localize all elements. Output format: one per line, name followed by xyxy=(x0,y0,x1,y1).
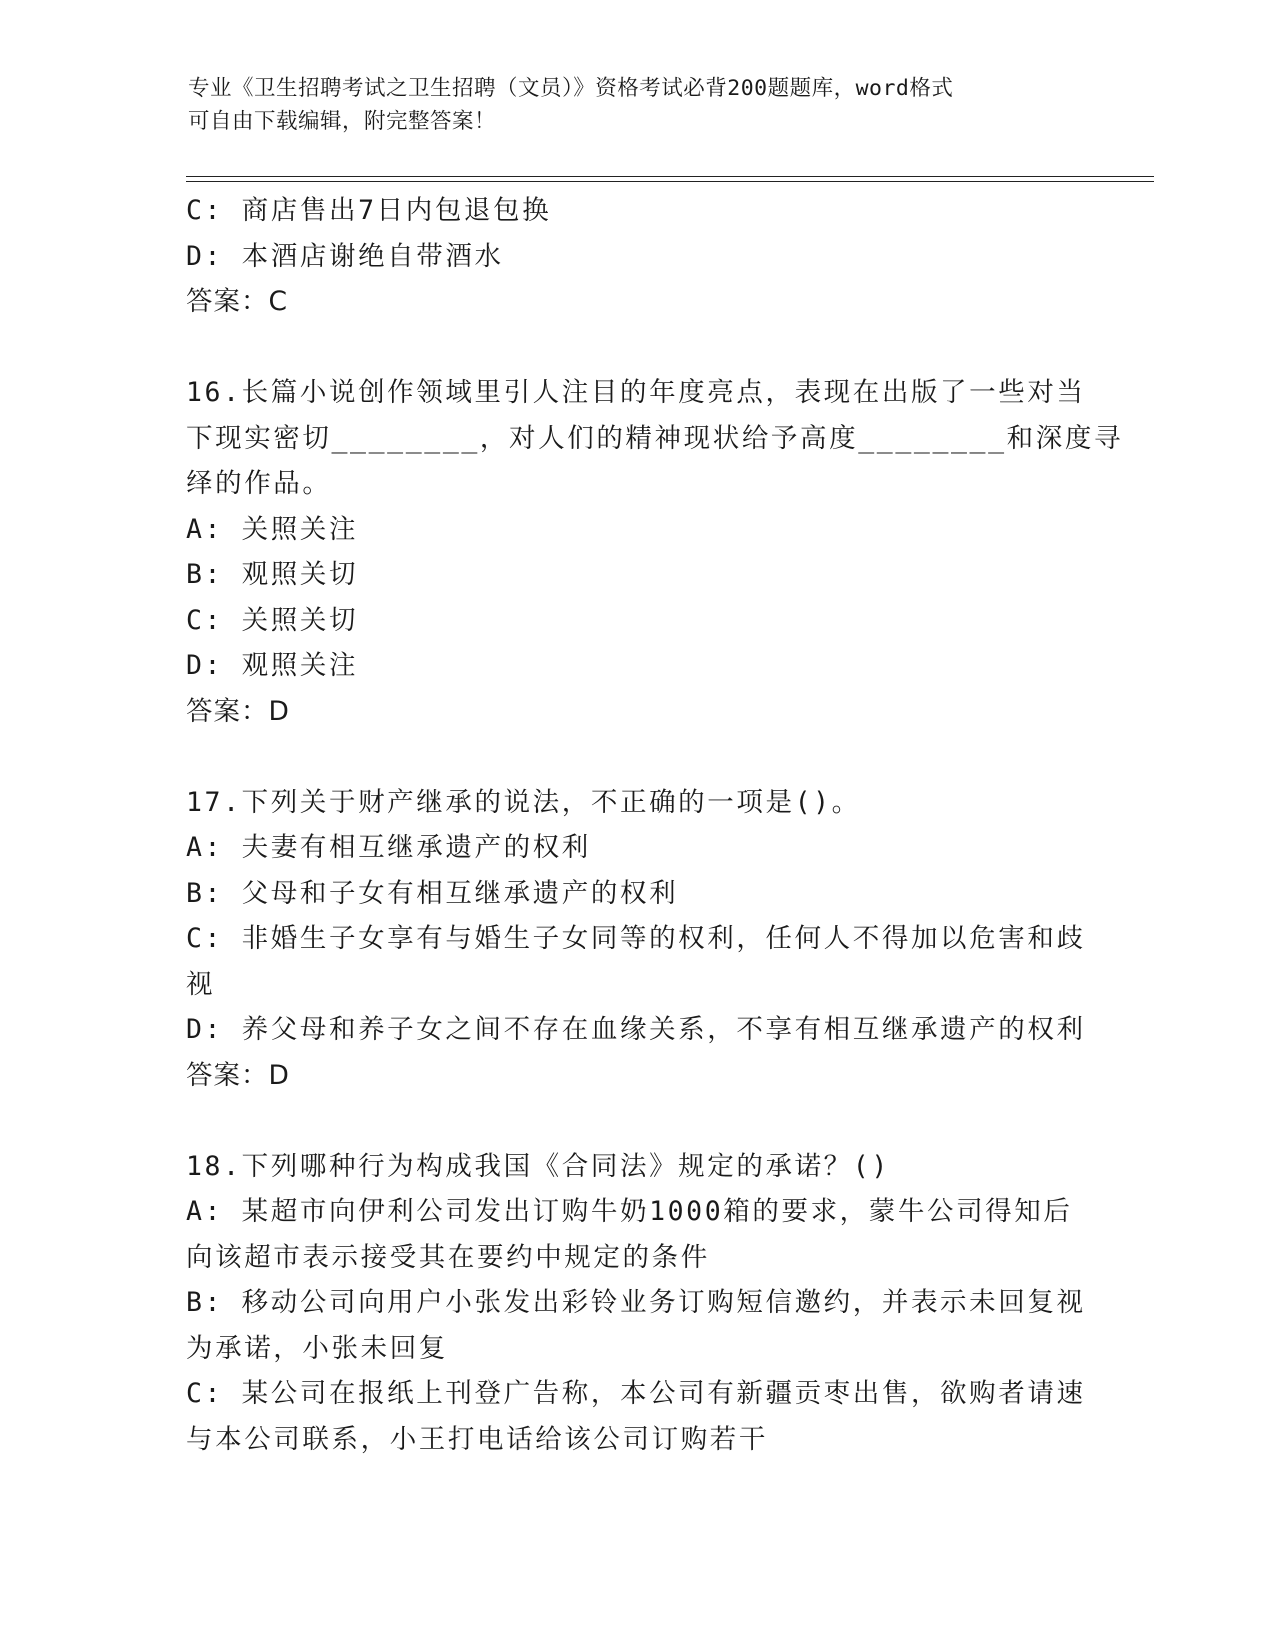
option-a-continuation: 向该超市表示接受其在要约中规定的条件 xyxy=(186,1241,710,1273)
option-b: B: 父母和子女有相互继承遗产的权利 xyxy=(186,877,679,909)
option-d: D: 养父母和养子女之间不存在血缘关系，不享有相互继承遗产的权利 xyxy=(186,1014,1086,1045)
header-title-line-2: 可自由下载编辑，附完整答案！ xyxy=(188,109,497,134)
option-b: B: 观照关切 xyxy=(186,559,359,590)
question-spacer xyxy=(186,1098,1086,1144)
document-header xyxy=(188,72,1068,138)
answer-line: 答案：D xyxy=(186,1059,290,1091)
question-18 xyxy=(186,1144,1086,1463)
question-spacer xyxy=(186,734,1086,780)
option-c: C: 关照关切 xyxy=(186,604,359,636)
header-divider-top xyxy=(186,176,1154,177)
option-c-continuation: 视 xyxy=(186,968,216,1000)
question-17 xyxy=(186,780,1086,1099)
option-b-continuation: 为承诺，小张未回复 xyxy=(186,1332,448,1364)
question-16 xyxy=(186,370,1124,734)
option-c: C: 商店售出7日内包退包换 xyxy=(186,195,552,226)
header-title-line-1: 专业《卫生招聘考试之卫生招聘（文员）》资格考试必背200题题库，word格式 xyxy=(188,76,954,101)
question-stem-line: 18.下列哪种行为构成我国《合同法》规定的承诺？() xyxy=(186,1150,890,1182)
option-a: A: 夫妻有相互继承遗产的权利 xyxy=(186,832,591,863)
question-content xyxy=(186,188,1124,1462)
question-stem-line: 下现实密切________，对人们的精神现状给予高度________和深度寻 xyxy=(186,422,1124,454)
option-c: C: 某公司在报纸上刊登广告称，本公司有新疆贡枣出售，欲购者请速 xyxy=(186,1378,1086,1409)
option-d: D: 观照关注 xyxy=(186,650,359,681)
option-a: A: 关照关注 xyxy=(186,513,359,545)
option-a: A: 某超市向伊利公司发出订购牛奶1000箱的要求，蒙牛公司得知后 xyxy=(186,1196,1073,1227)
option-d: D: 本酒店谢绝自带酒水 xyxy=(186,240,504,272)
question-15-tail xyxy=(186,188,1086,325)
answer-line: 答案：D xyxy=(186,695,290,727)
answer-line: 答案：C xyxy=(186,286,289,317)
question-stem-line: 17.下列关于财产继承的说法，不正确的一项是()。 xyxy=(186,786,861,818)
option-c-continuation: 与本公司联系，小王打电话给该公司订购若干 xyxy=(186,1423,768,1455)
question-stem-line: 16.长篇小说创作领域里引人注目的年度亮点，表现在出版了一些对当 xyxy=(186,377,1086,408)
option-c: C: 非婚生子女享有与婚生子女同等的权利，任何人不得加以危害和歧 xyxy=(186,923,1086,954)
question-spacer xyxy=(186,325,1086,371)
option-b: B: 移动公司向用户小张发出彩铃业务订购短信邀约，并表示未回复视 xyxy=(186,1287,1086,1318)
question-stem-line: 绎的作品。 xyxy=(186,468,332,499)
header-divider-bottom xyxy=(186,181,1154,182)
